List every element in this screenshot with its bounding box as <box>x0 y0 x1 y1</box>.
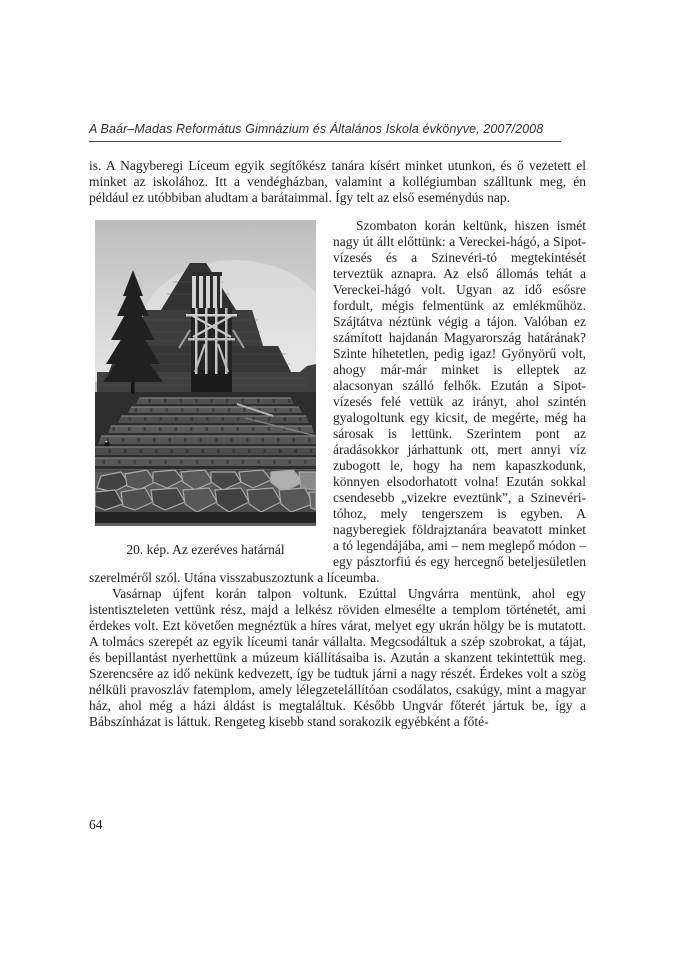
monument-photo <box>95 220 316 526</box>
figure-caption: 20. kép. Az ezeréves határnál <box>126 542 285 557</box>
flagstone-pavement <box>95 470 316 526</box>
monument-window <box>192 272 222 308</box>
paragraph-3: Vasárnap újfent korán talpon voltunk. Ezúttal Ungvárra mentünk, ahol egy istentiszteleten vettünk rész, majd a lelkész röviden elmesélte a templom történetét, ami érdekes volt. Ezt követően megnéztük a híres várat, melyet egy ukrán hölgy be is mutatott. A tolmács szerepét az egyik líceumi tanár vállalta. Megcsodáltuk a szép szobrokat, a tájat, és bepillantást nyerhettünk a múzeum kiállításaiba is. Azután a skanzent tekintettük meg. Szerencsére az idő nekünk kedvezett, így be tudtuk járni a nagy részét. Érdekes volt a szög nélküli pravoszláv fatemplom, amely lélegzetelállítóan csodálatos, csakúgy, mint a magyar ház, ahol még a házi áldást is megtaláltuk. Később Ungvár főterét jártuk be, így a Bábszínházat is láttuk. Rengeteg kisebb stand sorakozik egyébként a főté- <box>89 586 586 729</box>
monument-photo-svg <box>95 220 316 526</box>
monument-photo-figure <box>95 220 316 558</box>
stone-steps <box>95 392 316 472</box>
paragraph-1: is. A Nagyberegi Líceum egyik segítőkész tanára kísért minket utunkon, és ő vezetett el minket az iskolához. Itt a vendégházban, valamint a kollégiumban szálltunk meg, én például ez utóbbiban aludtam a barátaimmal. Így telt az első eseménydús nap. <box>89 158 586 205</box>
body-text <box>89 158 586 730</box>
header-rule <box>89 141 561 142</box>
header-title: A Baár–Madas Református Gimnázium és Általános Iskola évkönyve, 2007/2008 <box>89 122 544 136</box>
paragraph-2: Szombaton korán keltünk, hiszen ismét nagy út állt előttünk: a Vereckei-hágó, a Sipot-vízesés és a Szinevéri-tó megtekintését terveztük aznapra. Az első állomás tehát a Vereckei-hágó volt. Ugyan az idő esősre fordult, mégis felmentünk az emlékműhöz. Szájtátva néztünk végig a tájon. Valóban ez számított hajdanán Magyarország határának? Szinte hihetetlen, pedig igaz! Gyönyörű volt, ahogy már-már minket is elleptek az alacsonyan szálló felhők. Ezután a Sipot-vízesés felé vettük az irányt, ahol szintén gyalogoltunk egy kicsit, de megérte, még ha sárosak is lettünk. Szerintem pont az áradásokkor járhattunk ott, mert annyi víz zubogott le, hogy ha nem kapaszkodunk, könnyen elsodorhatott volna! Ezután sokkal csendesebb „vizekre eveztünk”, a Szinevéri-tóhoz, mely tengerszem is egyben. A nagyberegiek földrajztanára beavatott minket a tó legendájába, ami – nem meglepő módon – egy pásztorfiú és egy hercegnő beteljesületlen szerelméről szól. Utána visszabuszoztunk a líceumba. <box>89 218 586 585</box>
page-number: 64 <box>89 817 103 832</box>
running-header <box>89 122 561 142</box>
